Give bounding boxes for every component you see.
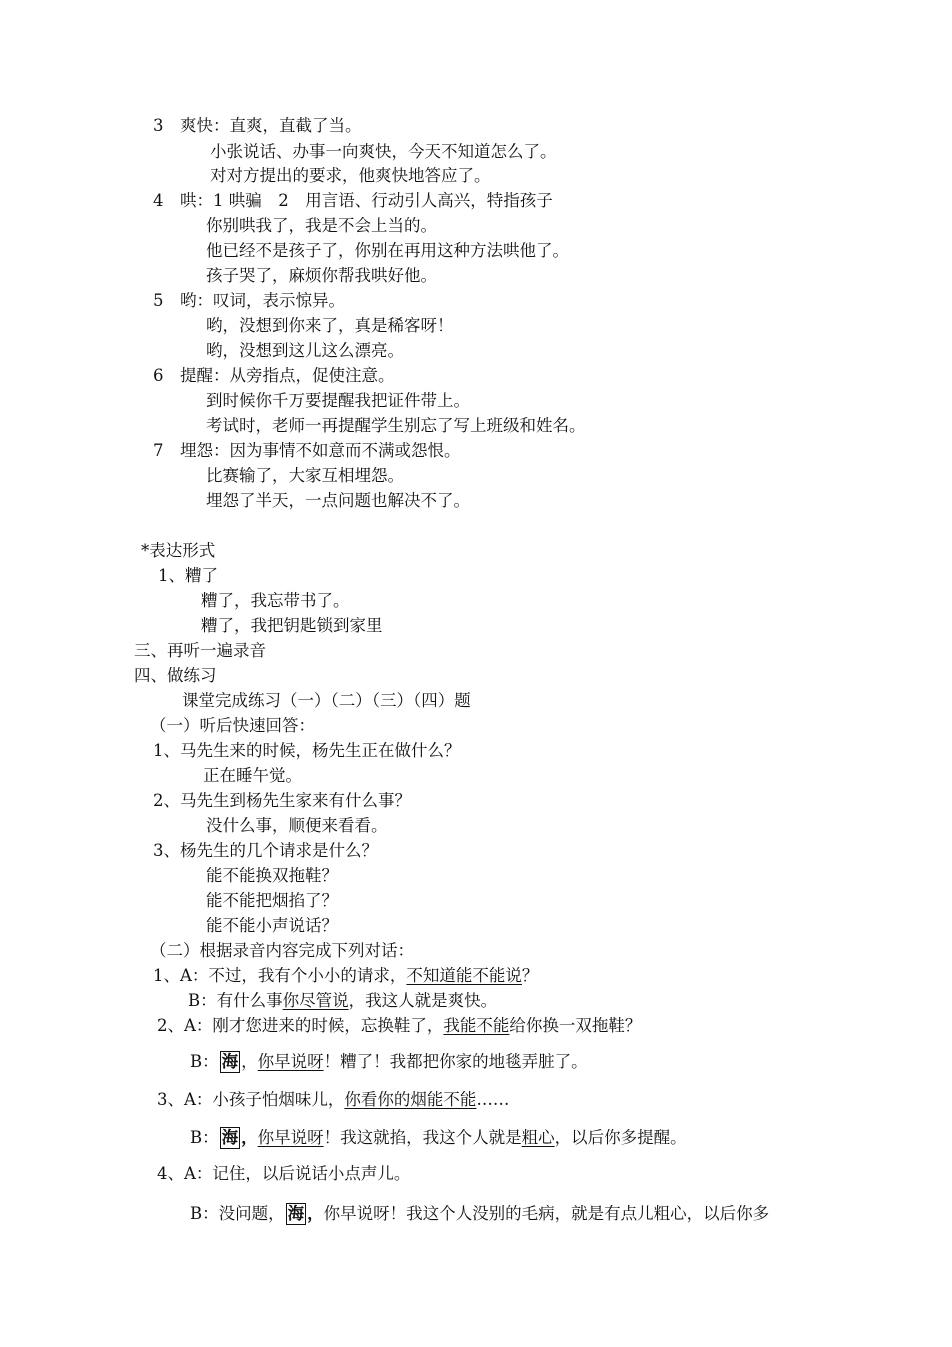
dialogue-2-a [157, 1015, 641, 1037]
dialogue-3-b-boxed-word: 海 [221, 1128, 239, 1147]
dialogue-4-b-text: B：没问题， [190, 1204, 285, 1223]
exercise-1-question-2: 2、马先生到杨先生家来有什么事？ [153, 791, 411, 810]
dialogue-1-b [188, 990, 497, 1012]
vocab-5-head: 5 哟：叹词，表示惊异。 [153, 291, 345, 310]
exercise-1-question-3: 3、杨先生的几个请求是什么？ [153, 841, 378, 860]
vocab-6-example-2: 考试时，老师一再提醒学生别忘了写上班级和姓名。 [206, 416, 586, 435]
dialogue-1-a-blank: 不知道能不能说 [406, 966, 522, 985]
vocab-3-head: 3 爽快：直爽，直截了当。 [153, 116, 362, 135]
dialogue-4-b-end: 你早说呀！我这个人没别的毛病，就是有点儿粗心，以后你多 [323, 1204, 770, 1223]
section-3-heading: 三、再听一遍录音 [134, 641, 266, 660]
dialogue-4-b [190, 1203, 769, 1225]
vocab-4-head: 4 哄：1 哄骗 2 用言语、行动引人高兴，特指孩子 [153, 191, 553, 210]
dialogue-2-b-end: ！糟了！我都把你家的地毯弄脏了。 [323, 1052, 588, 1071]
vocab-5-example-2: 哟，没想到这儿这么漂亮。 [206, 341, 404, 360]
dialogue-1-b-end: ，我这人就是爽快。 [348, 991, 498, 1010]
dialogue-3-b-end: ，以后你多提醒。 [554, 1128, 687, 1147]
dialogue-2-b-boxed-word: 海 [221, 1052, 239, 1071]
exercise-1-answer-1: 正在睡午觉。 [203, 766, 302, 785]
section-4-description: 课堂完成练习（一）（二）（三）（四）题 [182, 691, 471, 710]
dialogue-4-a: 4、A：记住，以后说话小点声儿。 [157, 1164, 411, 1183]
dialogue-2-a-blank: 我能不能 [443, 1016, 510, 1035]
dialogue-1-b-text: B：有什么事 [188, 991, 283, 1010]
dialogue-3-b [190, 1127, 687, 1149]
dialogue-2-a-end: 给你换一双拖鞋？ [509, 1016, 642, 1035]
vocab-4-example-2: 他已经不是孩子了，你别在再用这种方法哄他了。 [206, 241, 569, 260]
dialogue-1-b-blank: 你尽管说 [282, 991, 349, 1010]
vocab-5-example-1: 哟，没想到你来了，真是稀客呀！ [206, 316, 454, 335]
vocab-7-example-2: 埋怨了半天，一点问题也解决不了。 [206, 491, 470, 510]
dialogue-2-b-blank: 你早说呀 [257, 1052, 324, 1071]
exercise-1-question-1: 1、马先生来的时候，杨先生正在做什么？ [153, 741, 461, 760]
vocab-3-example-1: 小张说话、办事一向爽快，今天不知道怎么了。 [210, 142, 557, 161]
dialogue-3-a-blank: 你看你的烟能不能 [344, 1090, 477, 1109]
vocab-6-example-1: 到时候你千万要提醒我把证件带上。 [206, 391, 470, 410]
vocab-4-example-3: 孩子哭了，麻烦你帮我哄好他。 [206, 266, 437, 285]
vocab-4-example-1: 你别哄我了，我是不会上当的。 [206, 216, 437, 235]
expression-example-1: 糟了，我忘带书了。 [201, 591, 350, 610]
expression-example-2: 糟了，我把钥匙锁到家里 [201, 616, 383, 635]
vocab-7-head: 7 埋怨：因为事情不如意而不满或怨恨。 [153, 441, 461, 460]
expression-title: *表达形式 [141, 541, 216, 560]
dialogue-2-b-text: B： [190, 1052, 219, 1071]
dialogue-1-a [153, 965, 538, 987]
exercise-1-answer-3-3: 能不能小声说话？ [206, 916, 338, 935]
dialogue-2-b [190, 1051, 588, 1073]
vocab-3-example-2: 对对方提出的要求，他爽快地答应了。 [210, 166, 491, 185]
dialogue-3-b-blank: 你早说呀 [257, 1128, 324, 1147]
exercise-1-answer-3-1: 能不能换双拖鞋？ [206, 866, 338, 885]
dialogue-3-a-end: …… [476, 1090, 510, 1109]
dialogue-1-a-text: 1、A：不过，我有个小小的请求， [153, 966, 407, 985]
dialogue-3-b-comma: ， [241, 1128, 258, 1147]
dialogue-2-b-comma: ， [241, 1052, 258, 1071]
dialogue-4-b-boxed-word: 海 [287, 1204, 305, 1223]
dialogue-3-b-blank-2: 粗心 [521, 1128, 555, 1147]
vocab-7-example-1: 比赛输了，大家互相埋怨。 [206, 466, 404, 485]
dialogue-3-b-text: B： [190, 1128, 219, 1147]
dialogue-1-a-end: ？ [521, 966, 539, 985]
dialogue-3-a-text: 3、A：小孩子怕烟味儿， [157, 1090, 345, 1109]
exercise-1-answer-2: 没什么事，顺便来看看。 [206, 816, 388, 835]
exercise-1-title: （一）听后快速回答： [150, 716, 315, 735]
dialogue-4-b-comma: ， [307, 1204, 324, 1223]
exercise-2-title: （二）根据录音内容完成下列对话： [150, 941, 414, 960]
expression-item-1: 1、糟了 [158, 566, 218, 585]
dialogue-3-b-middle: ！我这就掐，我这个人就是 [323, 1128, 522, 1147]
vocab-6-head: 6 提醒：从旁指点，促使注意。 [153, 366, 395, 385]
exercise-1-answer-3-2: 能不能把烟掐了？ [206, 891, 338, 910]
dialogue-3-a [157, 1089, 509, 1111]
dialogue-2-a-text: 2、A：刚才您进来的时候，忘换鞋了， [157, 1016, 444, 1035]
section-4-heading: 四、做练习 [134, 666, 217, 685]
